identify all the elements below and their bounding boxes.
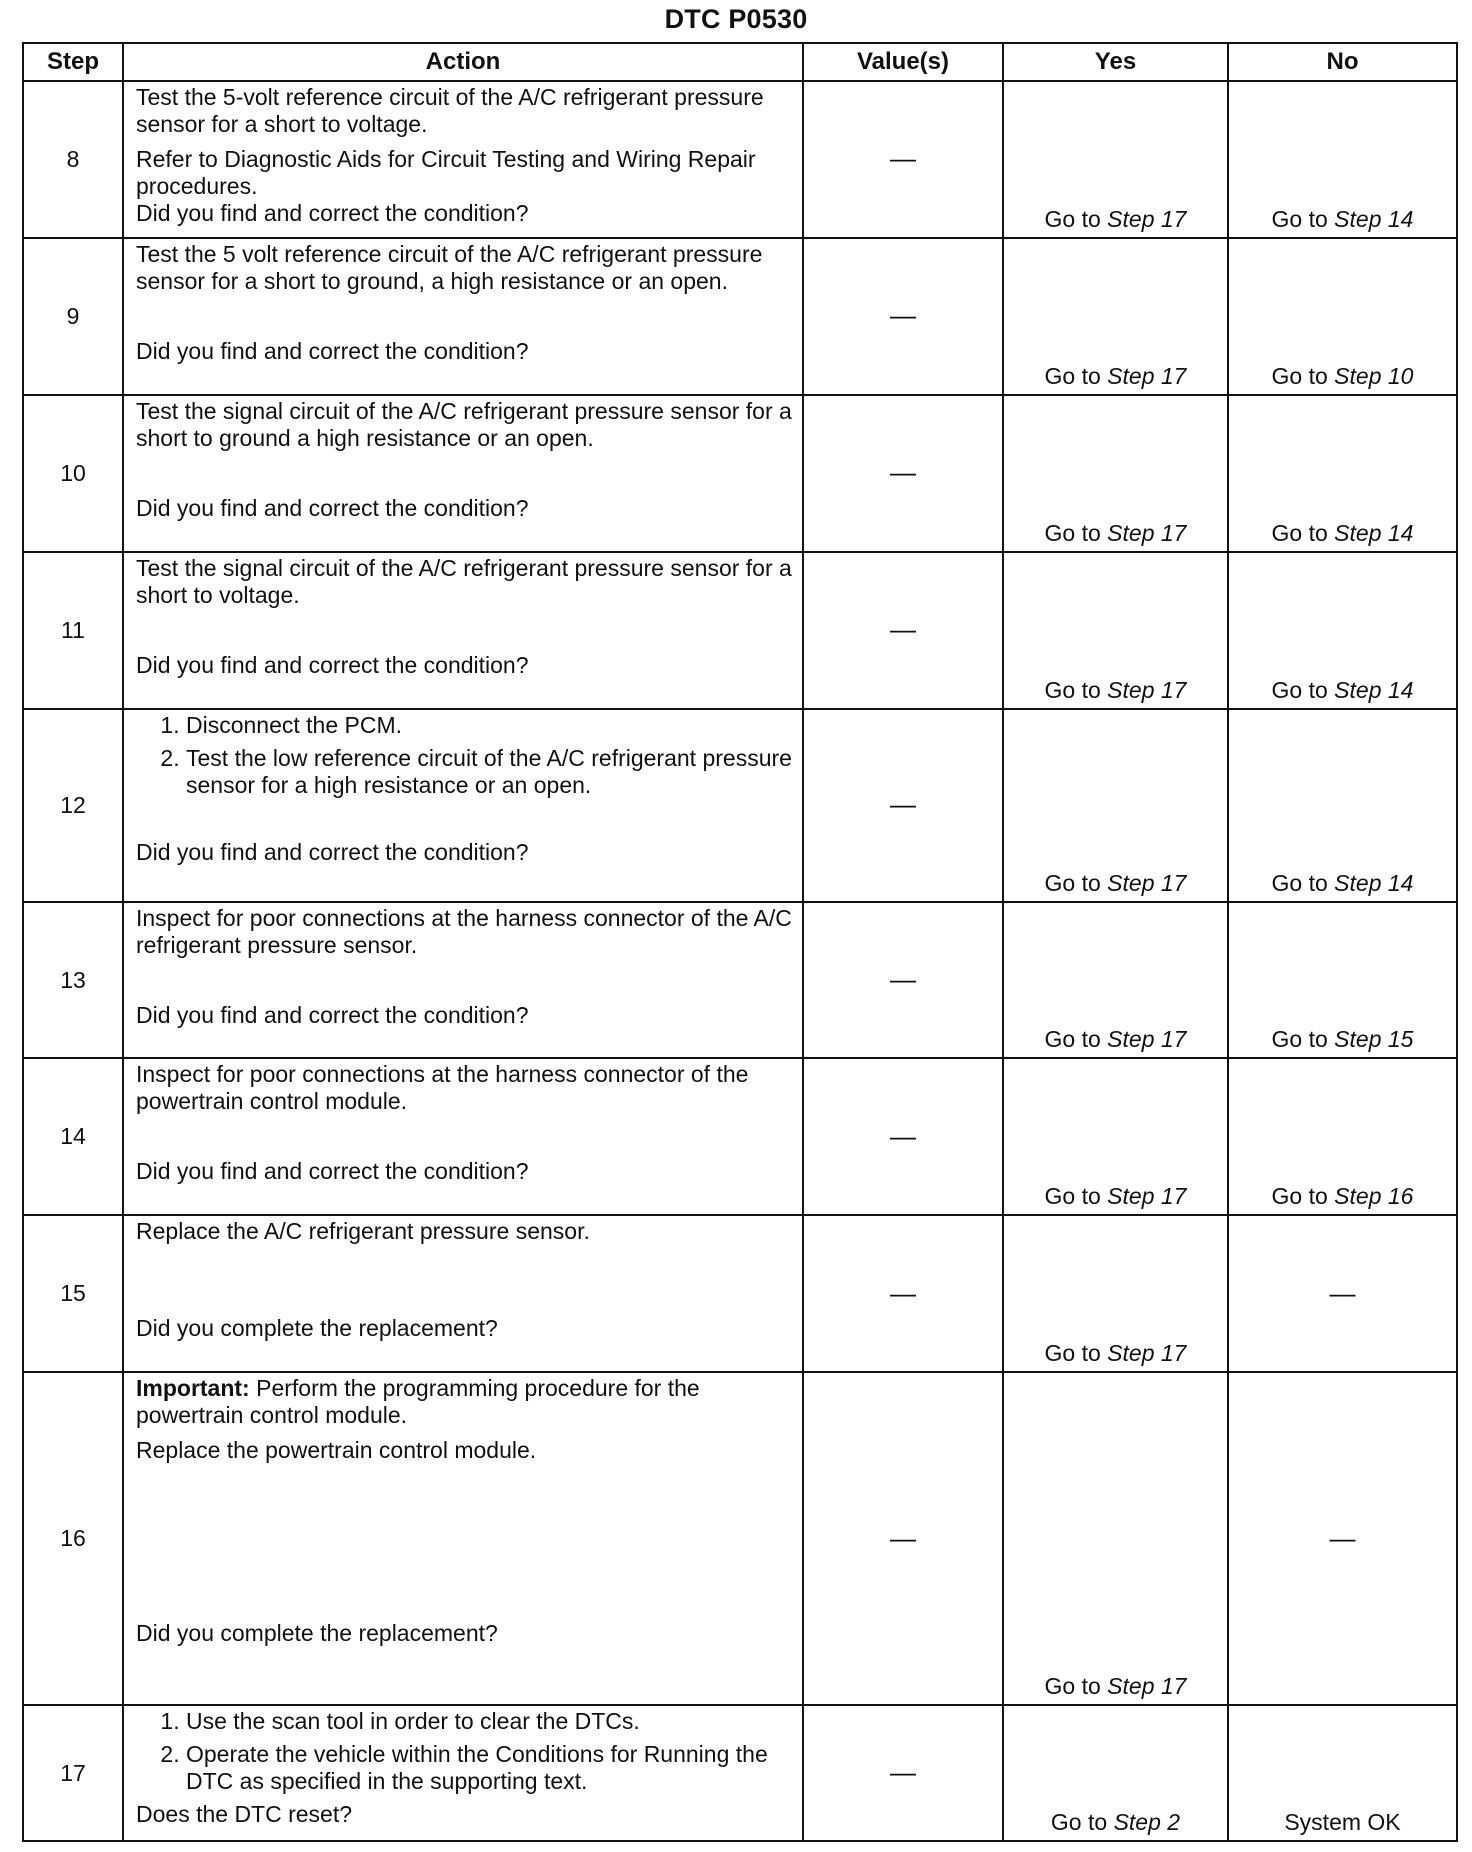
step-number: 14 [23,1058,123,1215]
action-list-item: 1. Use the scan tool in order to clear the DTCs. [186,1708,792,1735]
action-question: Did you find and correct the condition? [136,651,529,678]
important-note [136,1375,792,1429]
step-number: 9 [23,238,123,395]
yes-cell [1003,1372,1228,1705]
page-title: DTC P0530 [664,4,808,34]
no-go-to [1272,520,1414,546]
no-cell [1228,1705,1457,1841]
step-reference: Step 14 [1334,676,1414,703]
step-reference: Step 14 [1334,205,1414,232]
table-header-row [23,43,1457,81]
action-cell [123,709,803,902]
action-cell [123,81,803,238]
action-question: Did you find and correct the condition? [136,200,529,226]
action-text: Test the 5 volt reference circuit of the A/C refrigerant pressure sensor for a short to ground, a high resistance or an open. [136,240,763,294]
step-reference: Step 10 [1334,362,1414,389]
values-cell [803,552,1003,709]
action-question: Did you find and correct the condition? [136,494,529,521]
no-go-to [1272,1026,1414,1052]
no-dash: — [1329,1522,1356,1553]
action-text: Test the 5-volt reference circuit of the A/C refrigerant pressure sensor for a short to voltage. [136,84,764,137]
no-go-to [1272,363,1414,389]
go-to-prefix: Go to [1271,676,1335,703]
no-cell [1228,552,1457,709]
action-instructions [136,84,792,200]
yes-cell [1003,1215,1228,1372]
no-go-to [1272,206,1414,232]
action-list-item: 2. Operate the vehicle within the Conditions for Running the DTC as specified in the supporting text. [186,1741,792,1795]
value-dash: — [890,1277,916,1308]
action-instructions [136,1218,792,1315]
go-to-prefix: Go to [1271,362,1335,389]
table-row [23,81,1457,238]
action-cell [123,552,803,709]
step-reference: Step 15 [1334,1026,1414,1053]
go-to-prefix: Go to [1271,1026,1335,1053]
action-instructions [136,241,792,338]
yes-go-to [1045,363,1187,389]
go-to-prefix: Go to [1044,205,1108,232]
header-step: Step [23,43,123,81]
go-to-prefix: Go to [1044,519,1108,546]
action-question: Did you find and correct the condition? [136,337,529,364]
step-reference: Step 17 [1107,1026,1187,1053]
step-reference: Step 17 [1107,1673,1187,1700]
action-text: Inspect for poor connections at the harness connector of the powertrain control module. [136,1061,749,1115]
no-cell [1228,395,1457,552]
action-instructions [136,555,792,652]
table-row [23,902,1457,1059]
table-row [23,552,1457,709]
action-instructions [136,905,792,1002]
action-cell [123,1215,803,1372]
yes-cell [1003,709,1228,902]
step-reference: Step 14 [1334,519,1414,546]
go-to-prefix: Go to [1271,869,1335,896]
go-to-prefix: Go to [1044,1026,1108,1053]
yes-cell [1003,552,1228,709]
yes-go-to [1045,206,1187,232]
step-reference: Step 17 [1107,519,1187,546]
no-dash: — [1329,1277,1356,1308]
no-go-to [1272,870,1414,896]
no-go-to [1272,677,1414,703]
step-number: 16 [23,1372,123,1705]
step-number: 15 [23,1215,123,1372]
action-instructions [136,1708,792,1801]
step-number: 17 [23,1705,123,1841]
action-cell [123,1705,803,1841]
table-row [23,238,1457,395]
values-cell [803,81,1003,238]
go-to-prefix: Go to [1044,869,1108,896]
value-dash: — [890,300,916,331]
action-list [136,712,792,799]
values-cell [803,1705,1003,1841]
header-yes: Yes [1003,43,1228,81]
step-number: 8 [23,81,123,238]
action-cell [123,1058,803,1215]
step-reference: Step 17 [1107,676,1187,703]
values-cell [803,1372,1003,1705]
yes-cell [1003,395,1228,552]
important-label: Important: [136,1375,250,1402]
action-question: Did you find and correct the condition? [136,1158,529,1185]
yes-cell [1003,1705,1228,1841]
values-cell [803,1058,1003,1215]
action-question: Does the DTC reset? [136,1801,353,1828]
step-number: 10 [23,395,123,552]
action-text: Replace the powertrain control module. [136,1437,537,1464]
action-instructions [136,712,792,839]
step-reference: Step 17 [1107,205,1187,232]
values-cell [803,1215,1003,1372]
action-cell [123,1372,803,1705]
no-cell [1228,1058,1457,1215]
step-reference: Step 14 [1334,869,1414,896]
values-cell [803,709,1003,902]
no-go-to [1272,1183,1414,1209]
action-list [136,1708,792,1795]
no-cell [1228,238,1457,395]
action-question: Did you complete the replacement? [136,1315,498,1342]
action-instructions [136,398,792,495]
values-cell [803,395,1003,552]
value-dash: — [890,964,916,994]
action-text: Test the signal circuit of the A/C refrigerant pressure sensor for a short to ground a high resistance or an open. [136,397,792,451]
yes-go-to [1045,677,1187,703]
action-instructions [136,1061,792,1158]
value-dash: — [890,143,916,174]
value-dash: — [890,789,916,820]
go-to-prefix: Go to [1271,519,1335,546]
go-to-prefix: Go to [1044,1340,1108,1367]
action-cell [123,238,803,395]
yes-cell [1003,81,1228,238]
value-dash: — [890,457,916,488]
yes-go-to [1051,1809,1180,1835]
yes-cell [1003,902,1228,1059]
action-cell [123,902,803,1059]
action-question: Did you find and correct the condition? [136,838,529,865]
values-cell [803,902,1003,1059]
step-reference: Step 17 [1107,869,1187,896]
action-text: Replace the A/C refrigerant pressure sensor. [136,1218,590,1245]
action-text: Refer to Diagnostic Aids for Circuit Testing and Wiring Repair procedures. [136,146,756,199]
value-dash: — [890,614,916,645]
header-values: Value(s) [803,43,1003,81]
go-to-prefix: Go to [1050,1809,1114,1835]
action-question: Did you find and correct the condition? [136,1001,529,1028]
yes-go-to [1045,520,1187,546]
step-reference: Step 2 [1113,1809,1181,1835]
go-to-prefix: Go to [1271,1183,1335,1210]
no-cell [1228,1372,1457,1705]
important-text: Perform the programming procedure for the powertrain control module. [136,1375,700,1429]
action-list-item: 1. Disconnect the PCM. [186,712,792,739]
table-row [23,1215,1457,1372]
action-text: Test the signal circuit of the A/C refrigerant pressure sensor for a short to voltage. [136,554,792,608]
no-result-text: System OK [1284,1809,1401,1835]
go-to-prefix: Go to [1044,676,1108,703]
value-dash: — [890,1757,916,1788]
yes-go-to [1045,1340,1187,1366]
yes-cell [1003,238,1228,395]
value-dash: — [890,1120,916,1151]
diagnostic-table [22,42,1458,1842]
action-text: Inspect for poor connections at the harness connector of the A/C refrigerant pressure sensor. [136,904,792,958]
yes-go-to [1045,870,1187,896]
go-to-prefix: Go to [1044,362,1108,389]
action-question: Did you complete the replacement? [136,1620,498,1647]
table-row [23,1058,1457,1215]
step-number: 11 [23,552,123,709]
no-cell [1228,709,1457,902]
no-cell [1228,902,1457,1059]
header-no: No [1228,43,1457,81]
action-list-item: 2. Test the low reference circuit of the A/C refrigerant pressure sensor for a high resistance or an open. [186,745,792,799]
table-row [23,1372,1457,1705]
header-action: Action [123,43,803,81]
yes-go-to [1045,1673,1187,1699]
go-to-prefix: Go to [1044,1673,1108,1700]
no-cell [1228,81,1457,238]
step-number: 12 [23,709,123,902]
action-instructions [136,1375,792,1620]
step-number: 13 [23,902,123,1059]
go-to-prefix: Go to [1271,205,1335,232]
step-reference: Step 16 [1334,1183,1414,1210]
yes-cell [1003,1058,1228,1215]
action-cell [123,395,803,552]
table-row [23,395,1457,552]
no-cell [1228,1215,1457,1372]
step-reference: Step 17 [1107,1340,1187,1367]
table-row [23,1705,1457,1841]
table-row [23,709,1457,902]
yes-go-to [1045,1183,1187,1209]
values-cell [803,238,1003,395]
step-reference: Step 17 [1107,362,1187,389]
value-dash: — [890,1522,916,1553]
go-to-prefix: Go to [1044,1183,1108,1210]
yes-go-to [1045,1026,1187,1052]
step-reference: Step 17 [1107,1183,1187,1210]
